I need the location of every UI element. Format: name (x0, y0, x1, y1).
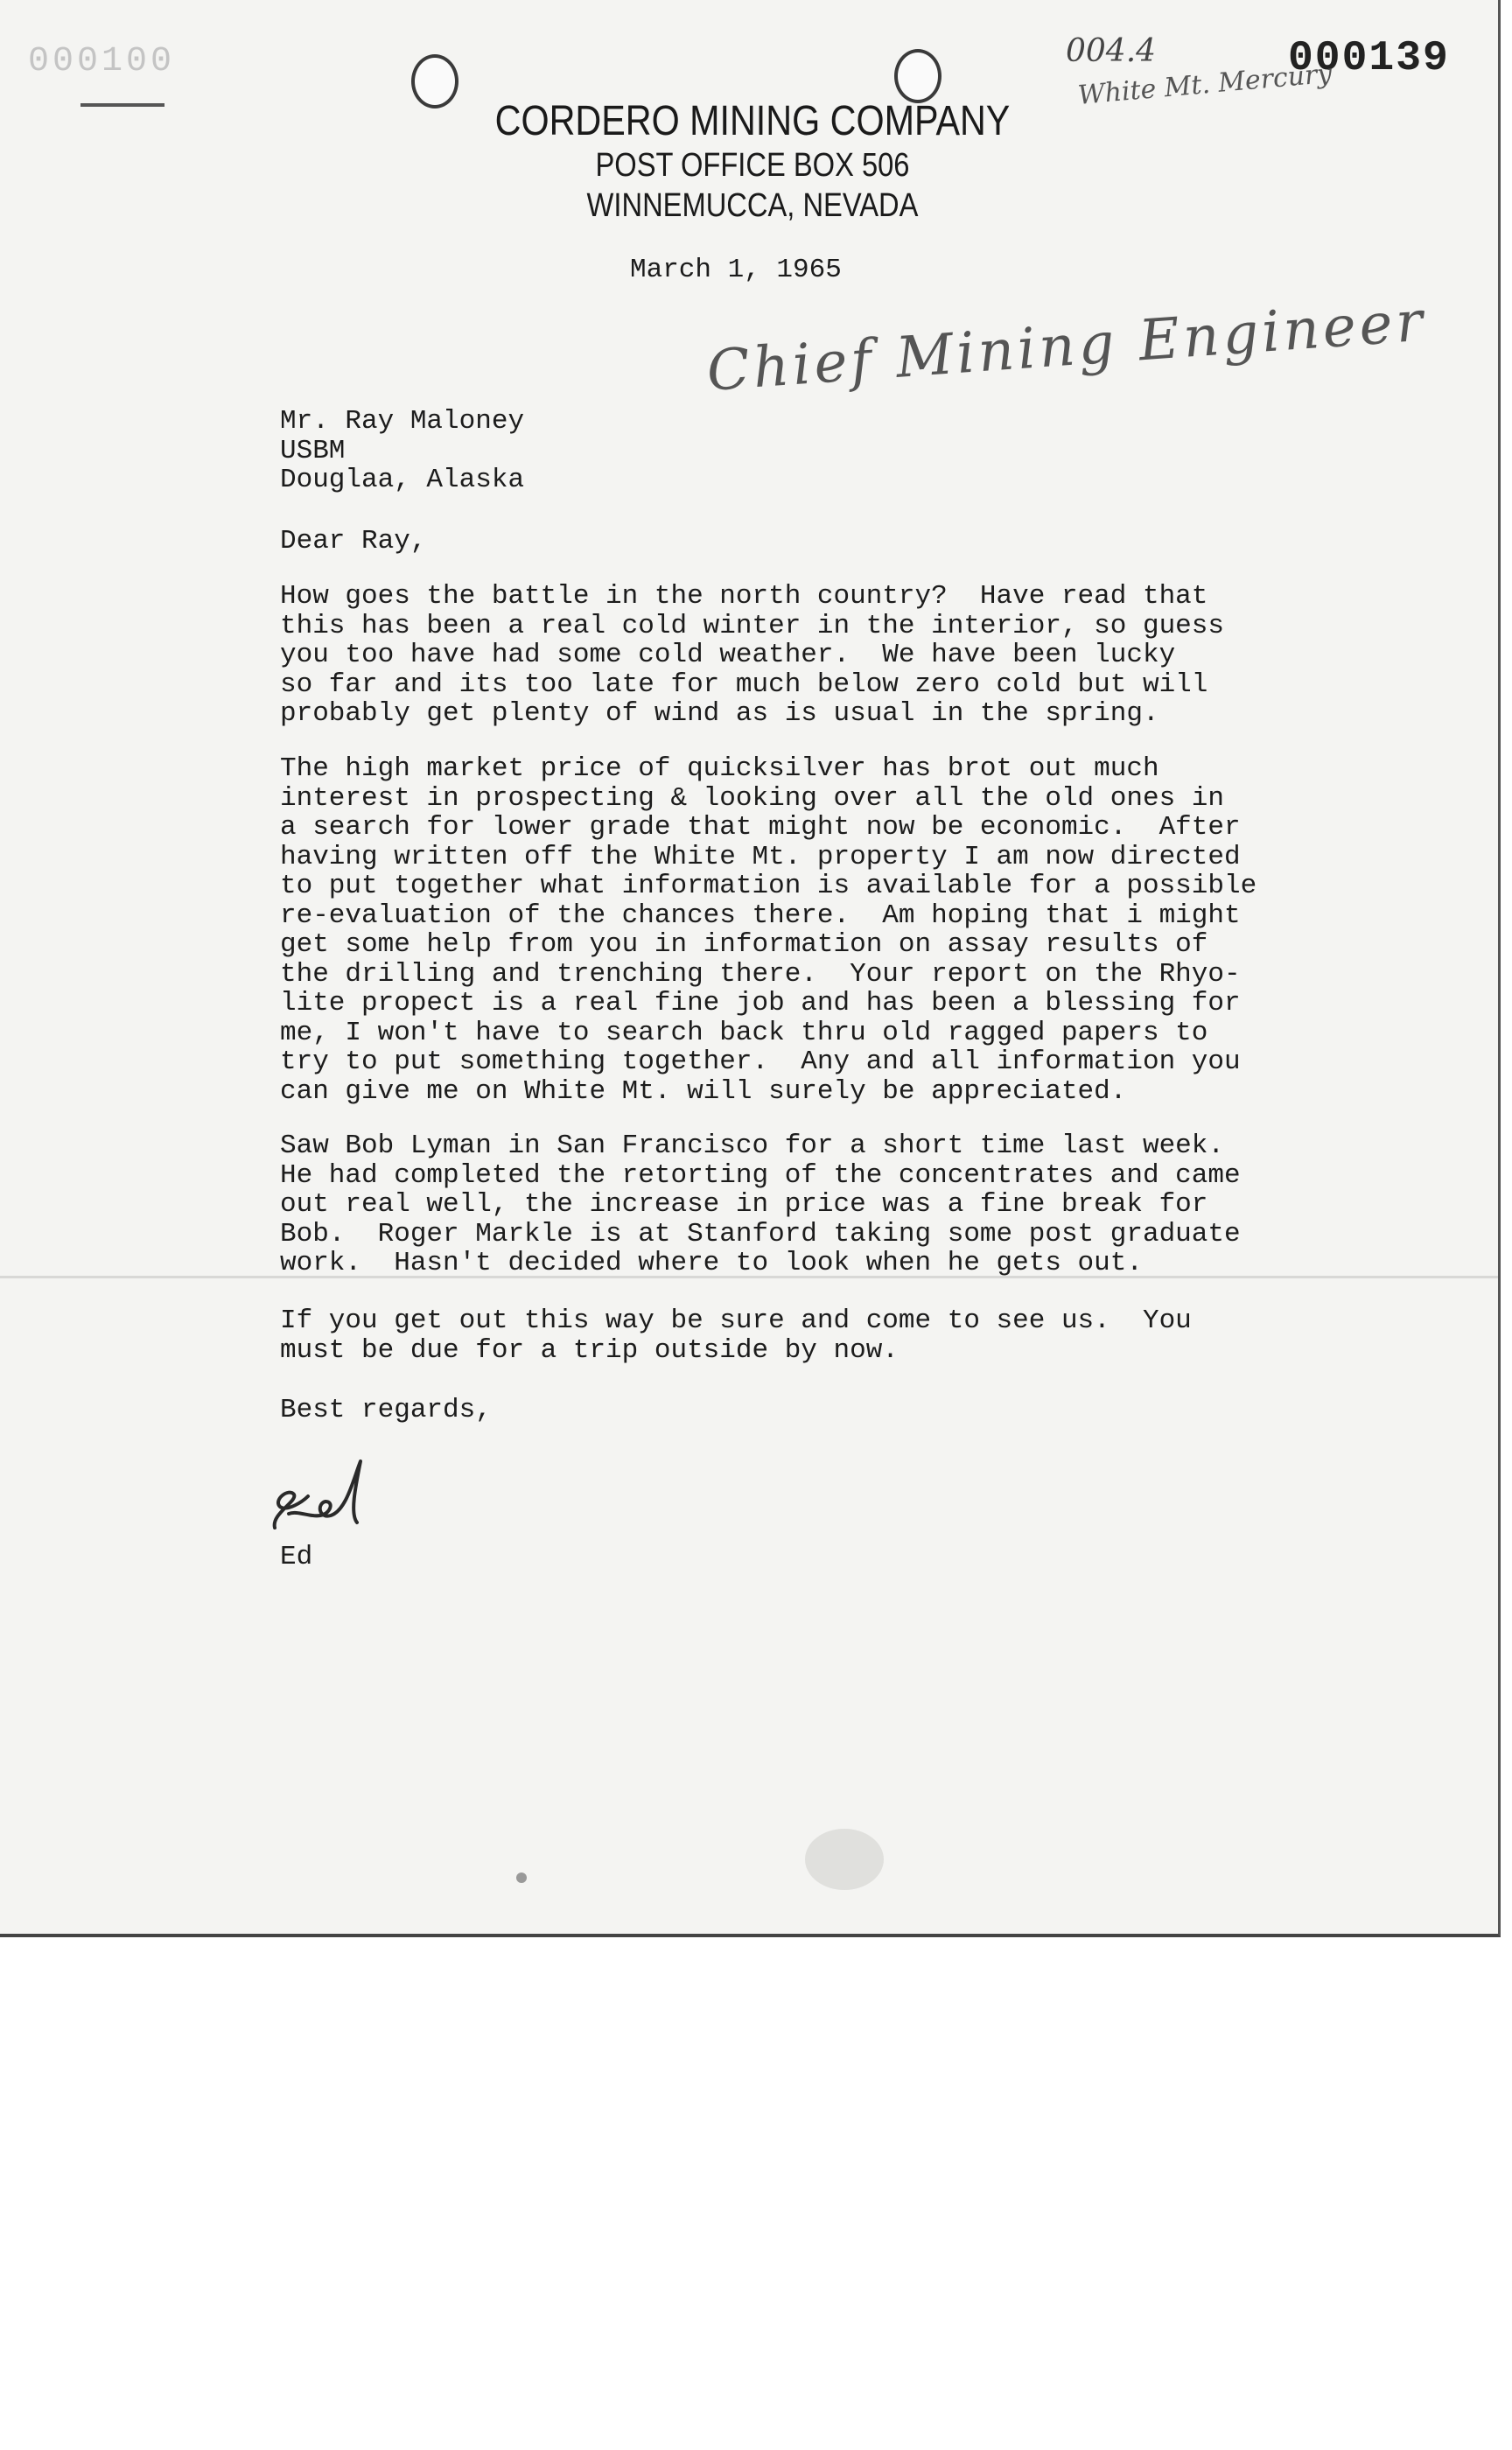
paragraph-line: to put together what information is available for a possible (280, 871, 1257, 901)
closing: Best regards, (280, 1395, 492, 1425)
pen-mark (80, 103, 164, 107)
punch-hole-right (894, 49, 942, 103)
paragraph-line: re-evaluation of the chances there. Am hoping that i might (280, 900, 1241, 931)
paragraph-line: try to put something together. Any and all information you (280, 1046, 1241, 1077)
letterhead (429, 98, 1076, 226)
paragraph-line: Saw Bob Lyman in San Francisco for a short time last week. (280, 1130, 1224, 1161)
paragraph-line: lite propect is a real fine job and has been a blessing for (280, 988, 1241, 1018)
salutation: Dear Ray, (280, 526, 427, 556)
paragraph-line: this has been a real cold winter in the interior, so guess (280, 610, 1224, 641)
recipient-address (280, 407, 524, 495)
paragraph-line: How goes the battle in the north country? Have read that (280, 581, 1208, 612)
paragraph-line: get some help from you in information on assay results of (280, 929, 1208, 960)
paragraph-line: can give me on White Mt. will surely be appreciated. (280, 1075, 1127, 1107)
handwritten-file-note: White Mt. Mercury (1076, 58, 1334, 111)
company-address: POST OFFICE BOX 506 (595, 147, 910, 184)
paragraph-line: you too have had some cold weather. We have been lucky (280, 640, 1176, 670)
paragraph-line: having written off the White Mt. property I am now directed (280, 841, 1241, 872)
company-city: WINNEMUCCA, NEVADA (586, 187, 919, 224)
paragraph-line: probably get plenty of wind as is usual in the spring. (280, 698, 1159, 729)
recipient-org: USBM (280, 435, 346, 466)
paragraph-line: so far and its too late for much below zero cold but will (280, 668, 1208, 700)
company-name: CORDERO MINING COMPANY (494, 98, 1011, 144)
paragraph-3 (280, 1131, 1241, 1278)
recipient-name: Mr. Ray Maloney (280, 406, 525, 437)
letter-date: March 1, 1965 (630, 255, 842, 285)
paragraph-line: He had completed the retorting of the concentrates and came (280, 1159, 1241, 1191)
paragraph-line: a search for lower grade that might now be economic. After (280, 812, 1241, 843)
paragraph-4 (280, 1306, 1192, 1365)
paragraph-line: must be due for a trip outside by now. (280, 1334, 899, 1366)
recipient-location: Douglaa, Alaska (280, 465, 525, 495)
paragraph-line: work. Hasn't decided where to look when he gets out. (280, 1248, 1143, 1278)
paragraph-line: out real well, the increase in price was a fine break for (280, 1189, 1208, 1220)
paragraph-line: Bob. Roger Markle is at Stanford taking some post graduate (280, 1218, 1241, 1250)
document-number-stamp: 000139 (1288, 35, 1450, 82)
handwritten-title-note: Chief Mining Engineer (704, 289, 1429, 404)
paragraph-line: me, I won't have to search back thru old ragged papers to (280, 1017, 1208, 1048)
paper-smudge (805, 1829, 884, 1890)
handwritten-file-number: 004.4 (1066, 33, 1157, 69)
faint-stamp-number: 000100 (28, 42, 176, 81)
paragraph-line: The high market price of quicksilver has brot out much (280, 753, 1159, 784)
paragraph-2 (280, 754, 1256, 1106)
paragraph-line: the drilling and trenching there. Your report on the Rhyo- (280, 958, 1241, 990)
paragraph-line: interest in prospecting & looking over all the old ones in (280, 782, 1224, 814)
paragraph-1 (280, 582, 1224, 729)
typed-signature-name: Ed (280, 1542, 313, 1572)
paragraph-line: If you get out this way be sure and come to see us. You (280, 1306, 1192, 1336)
paper-speck (516, 1872, 527, 1883)
handwritten-signature (262, 1452, 385, 1540)
